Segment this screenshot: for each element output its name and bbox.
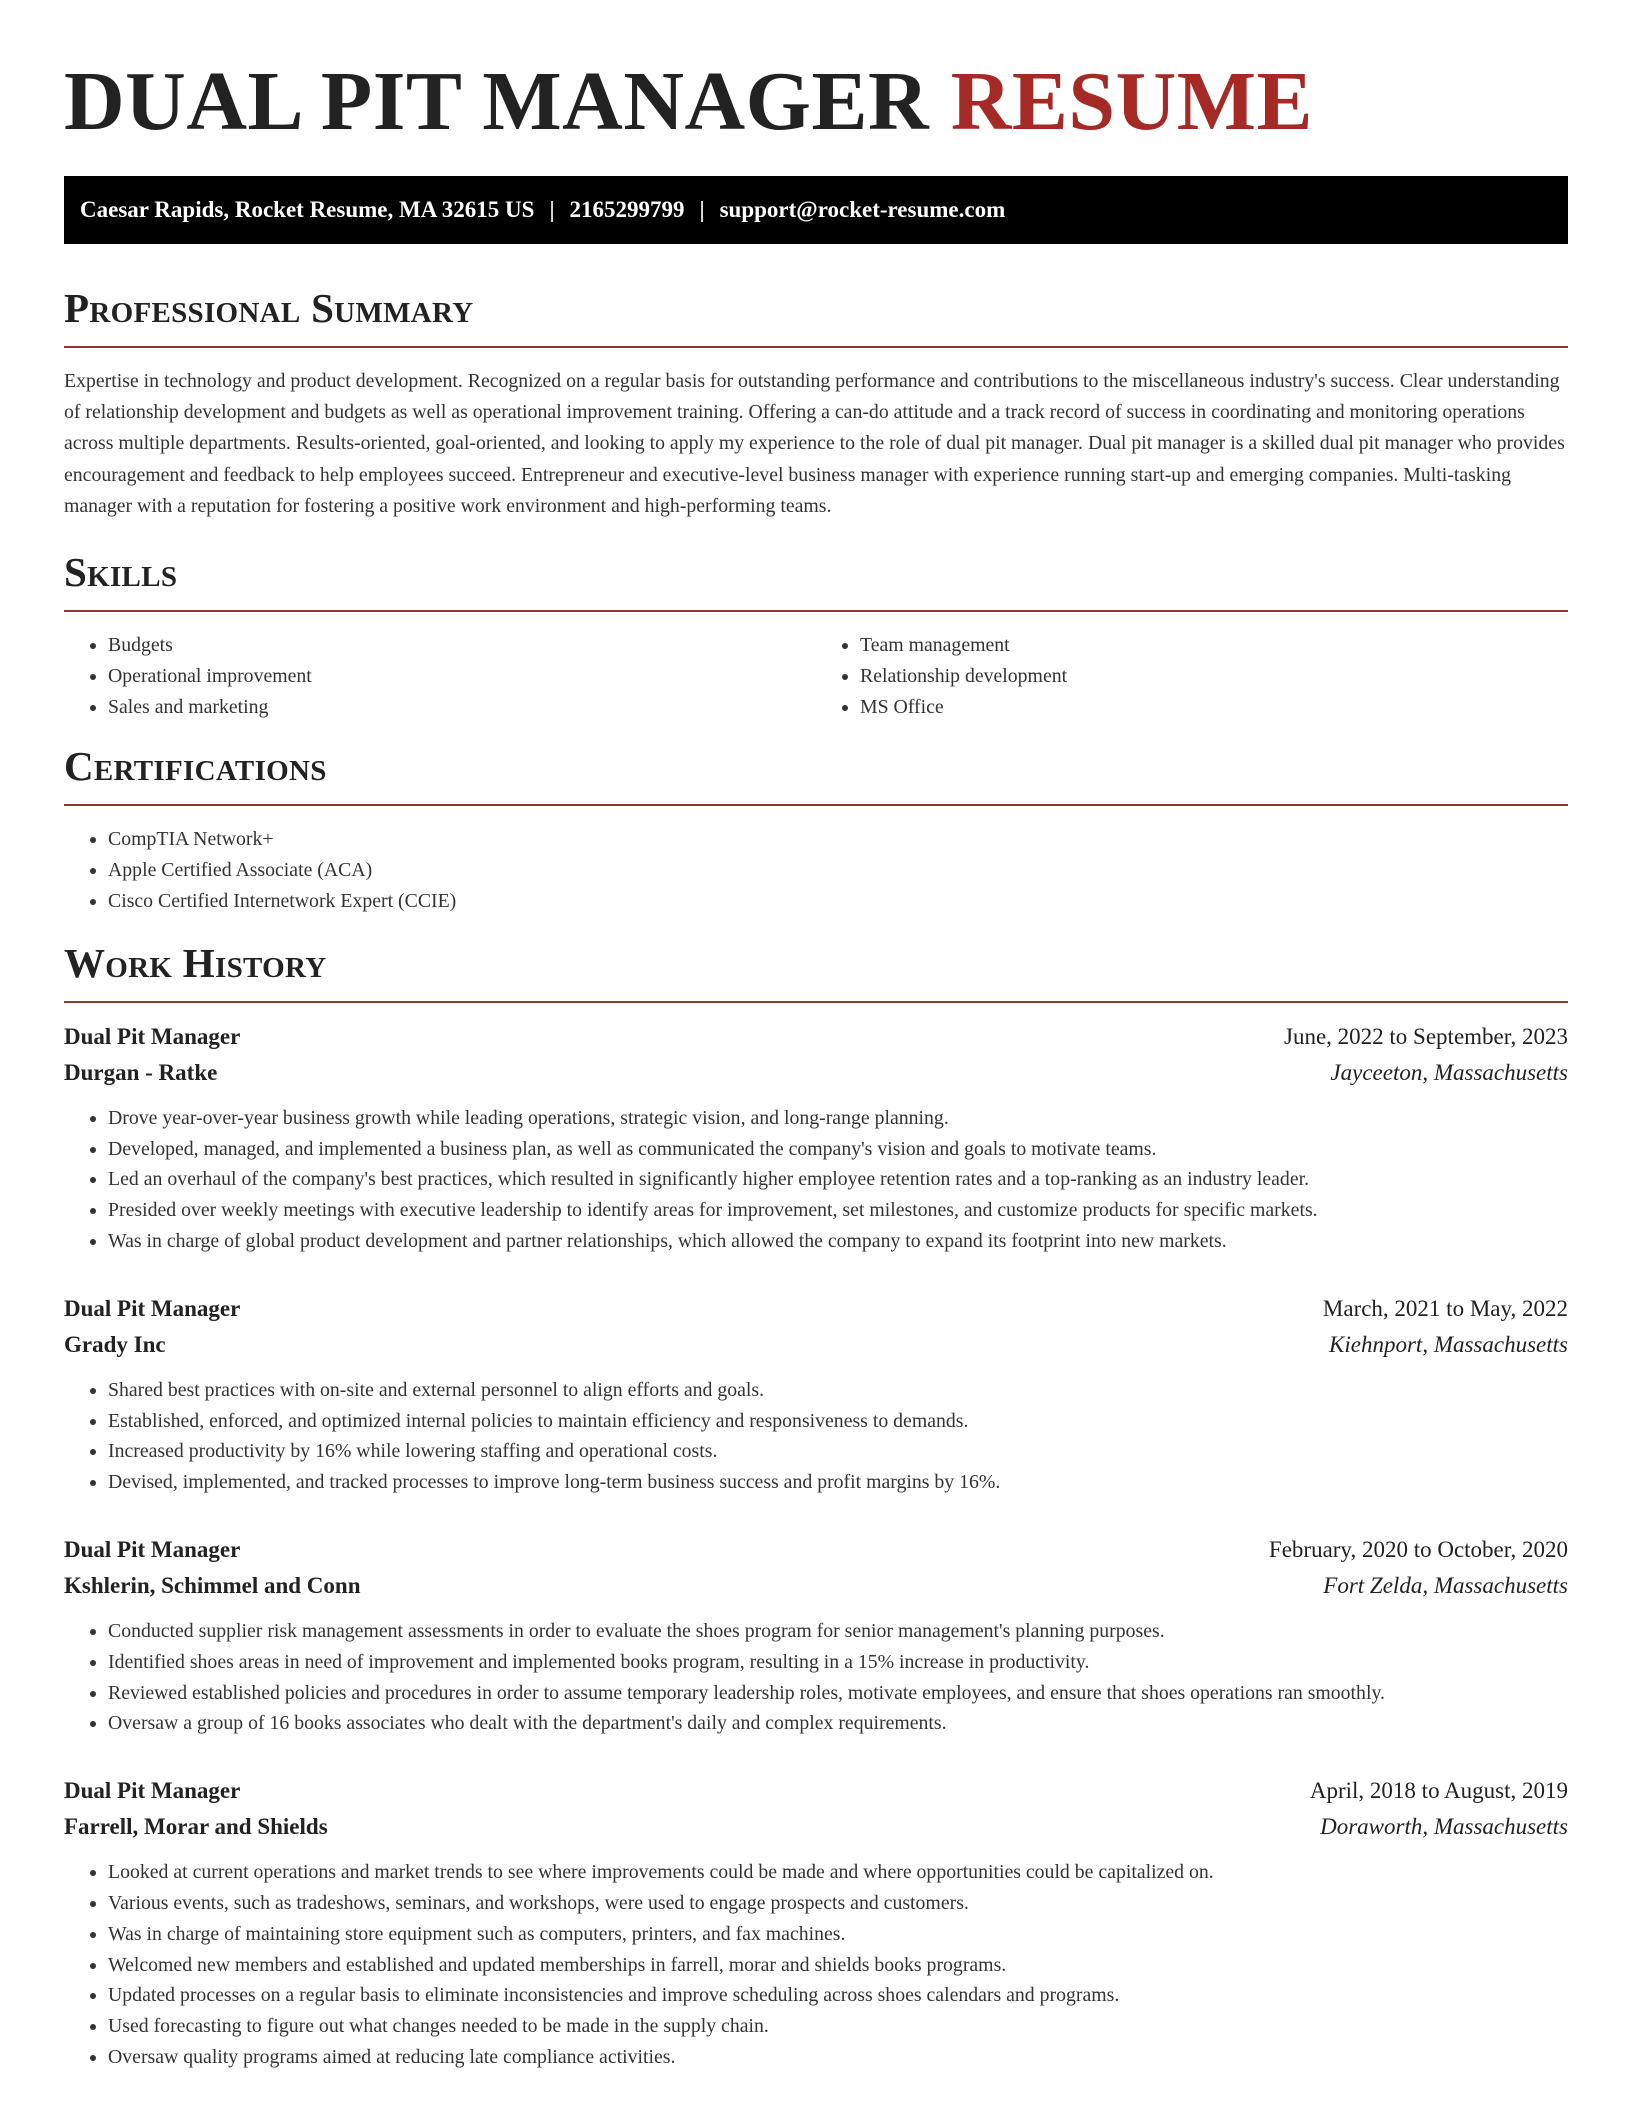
job-duty-item: • Reviewed established policies and procedures in order to assume temporary leadership roles, motivate employees, and ensure that shoes operations ran smoothly. — [108, 1678, 1568, 1709]
job-entry — [64, 1773, 1568, 2073]
job-duty-item: • Oversaw a group of 16 books associates who dealt with the department's daily and complex requirements. — [108, 1708, 1568, 1739]
section-heading-certifications: Certifications — [64, 743, 327, 790]
title-accent: RESUME — [950, 55, 1314, 148]
job-duty-item: • Welcomed new members and established and updated memberships in farrell, morar and shields books programs. — [108, 1950, 1568, 1981]
section-heading-work-history: Work History — [64, 939, 327, 986]
job-duty-item: • Various events, such as tradeshows, seminars, and workshops, were used to engage prospects and customers. — [108, 1888, 1568, 1919]
title-main: DUAL PIT MANAGER — [64, 55, 930, 148]
job-duty-item: • Conducted supplier risk management assessments in order to evaluate the shoes program for senior management's planning purposes. — [108, 1616, 1568, 1647]
job-company: Kshlerin, Schimmel and Conn — [64, 1572, 361, 1598]
skills-grid — [64, 612, 1568, 722]
section-divider — [64, 1001, 1568, 1003]
certification-item: • Apple Certified Associate (ACA) — [108, 855, 1568, 886]
contact-separator: | — [549, 197, 555, 222]
summary-text: Expertise in technology and product development. Recognized on a regular basis for outstanding performance and contributions to the miscellaneous industry's success. Clear understanding of relationship development and budgets as well as operational improvement training. Offering a can-do attitude and a track record of success in coordinating and monitoring operations across multiple departments. Results-oriented, goal-oriented, and looking to apply my experience to the role of dual pit manager. Dual pit manager is a skilled dual pit manager who provides encouragement and feedback to help employees succeed. Entrepreneur and executive-level business manager with experience running start-up and emerging companies. Multi-tasking manager with a reputation for fostering a positive work environment and high-performing teams. — [64, 370, 1565, 517]
job-location: Jayceeton, Massachusetts — [1330, 1059, 1568, 1085]
job-header-row — [64, 1019, 1568, 1055]
job-duty-item: • Drove year-over-year business growth while leading operations, strategic vision, and long-range planning. — [108, 1103, 1568, 1134]
skills-list-left — [64, 630, 816, 722]
section-divider — [64, 346, 1568, 348]
job-dates: April, 2018 to August, 2019 — [1309, 1778, 1568, 1804]
job-duty-item: • Looked at current operations and market trends to see where improvements could be made and where opportunities could be capitalized on. — [108, 1857, 1568, 1888]
job-title: Dual Pit Manager — [64, 1023, 241, 1049]
job-duty-item: • Updated processes on a regular basis to eliminate inconsistencies and improve scheduling across shoes calendars and programs. — [108, 1980, 1568, 2011]
job-duty-item: • Established, enforced, and optimized internal policies to maintain efficiency and responsiveness to demands. — [108, 1406, 1568, 1437]
job-header-row — [64, 1532, 1568, 1568]
section-divider — [64, 804, 1568, 806]
job-location: Kiehnport, Massachusetts — [1329, 1331, 1568, 1357]
job-dates: February, 2020 to October, 2020 — [1268, 1536, 1568, 1562]
job-duty-item: • Devised, implemented, and tracked processes to improve long-term business success and profit margins by 16%. — [108, 1467, 1568, 1498]
job-header-row — [64, 1773, 1568, 1809]
job-company-row — [64, 1327, 1568, 1363]
job-duty-item: • Shared best practices with on-site and external personnel to align efforts and goals. — [108, 1375, 1568, 1406]
job-duty-item: • Led an overhaul of the company's best practices, which resulted in significantly higher employee retention rates and a top-ranking as an industry leader. — [108, 1164, 1568, 1195]
job-dates: June, 2022 to September, 2023 — [1284, 1023, 1568, 1049]
job-header-row — [64, 1291, 1568, 1327]
contact-address: Caesar Rapids, Rocket Resume, MA 32615 US — [80, 197, 535, 222]
skill-item: • Team management — [860, 630, 1568, 661]
job-title: Dual Pit Manager — [64, 1295, 241, 1321]
job-entry — [64, 1019, 1568, 1257]
job-duty-item: • Identified shoes areas in need of improvement and implemented books program, resulting in a 15% increase in productivity. — [108, 1647, 1568, 1678]
certifications-list — [64, 824, 1568, 916]
job-duties-list — [64, 1616, 1568, 1739]
job-title: Dual Pit Manager — [64, 1536, 241, 1562]
section-heading-skills: Skills — [64, 549, 178, 596]
job-duty-item: • Increased productivity by 16% while lowering staffing and operational costs. — [108, 1436, 1568, 1467]
job-duty-item: • Oversaw quality programs aimed at reducing late compliance activities. — [108, 2042, 1568, 2073]
skill-item: • Operational improvement — [108, 661, 816, 692]
job-company-row — [64, 1568, 1568, 1604]
section-heading-summary: Professional Summary — [64, 285, 474, 331]
job-duty-item: • Was in charge of maintaining store equipment such as computers, printers, and fax machines. — [108, 1919, 1568, 1950]
contact-phone: 2165299799 — [569, 197, 685, 222]
job-company-row — [64, 1809, 1568, 1845]
contact-bar — [64, 176, 1568, 244]
certification-item: • Cisco Certified Internetwork Expert (CCIE) — [108, 886, 1568, 917]
job-duty-item: • Presided over weekly meetings with executive leadership to identify areas for improvement, set milestones, and customize products for specific markets. — [108, 1195, 1568, 1226]
job-duty-item: • Developed, managed, and implemented a business plan, as well as communicated the company's vision and goals to motivate teams. — [108, 1134, 1568, 1165]
job-duties-list — [64, 1857, 1568, 2073]
job-location: Doraworth, Massachusetts — [1320, 1814, 1568, 1840]
skill-item: • Budgets — [108, 630, 816, 661]
skill-item: • MS Office — [860, 692, 1568, 723]
work-history-section — [64, 939, 1568, 2073]
job-duties-list — [64, 1375, 1568, 1498]
skills-list-right — [816, 630, 1568, 722]
job-company: Grady Inc — [64, 1331, 166, 1357]
certifications-section — [64, 742, 1568, 916]
contact-separator: | — [699, 197, 705, 222]
job-location: Fort Zelda, Massachusetts — [1323, 1572, 1568, 1598]
certification-item: • CompTIA Network+ — [108, 824, 1568, 855]
job-entry — [64, 1532, 1568, 1739]
job-duty-item: • Used forecasting to figure out what changes needed to be made in the supply chain. — [108, 2011, 1568, 2042]
resume-title — [64, 56, 1568, 148]
job-duties-list — [64, 1103, 1568, 1257]
contact-email[interactable]: support@rocket-resume.com — [719, 197, 1006, 222]
job-dates: March, 2021 to May, 2022 — [1322, 1295, 1568, 1321]
job-company: Farrell, Morar and Shields — [64, 1814, 328, 1840]
job-company-row — [64, 1055, 1568, 1091]
job-entry — [64, 1291, 1568, 1498]
job-company: Durgan - Ratke — [64, 1059, 218, 1085]
skills-section — [64, 548, 1568, 722]
job-title: Dual Pit Manager — [64, 1778, 241, 1804]
job-duty-item: • Was in charge of global product development and partner relationships, which allowed the company to expand its footprint into new markets. — [108, 1226, 1568, 1257]
skill-item: • Relationship development — [860, 661, 1568, 692]
professional-summary-section — [64, 284, 1568, 522]
skill-item: • Sales and marketing — [108, 692, 816, 723]
